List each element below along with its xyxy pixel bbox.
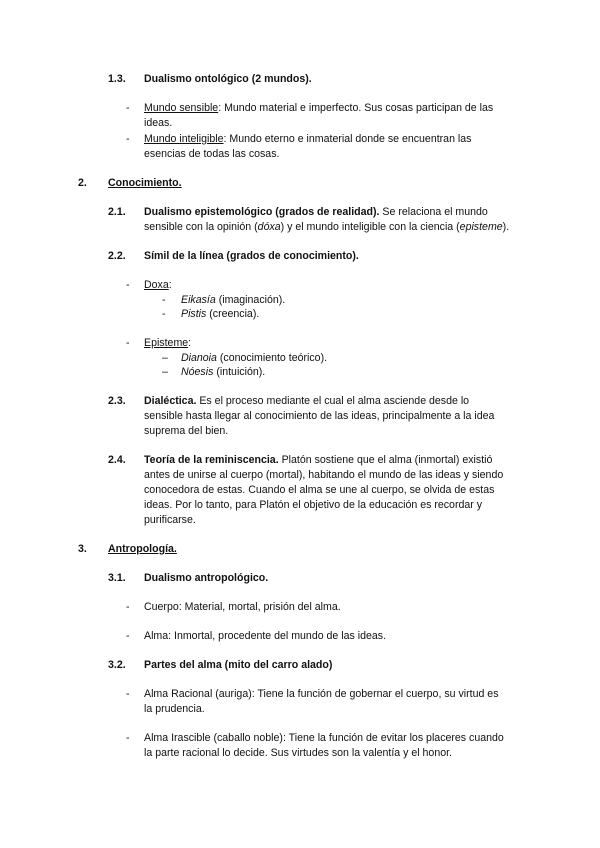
paragraph-line: Teoría de la reminiscencia. Platón sostiene que el alma (inmortal) existió (144, 454, 493, 466)
paragraph-line: conocedora de estas. Cuando el alma se une al cuerpo, se olvida de estas (144, 484, 495, 496)
section-number: 3.1. (108, 572, 126, 584)
list-item: Alma Irascible (caballo noble): Tiene la función de evitar los placeres cuando (144, 732, 504, 744)
sub-list-item: Pistis (creencia). (181, 308, 260, 320)
paragraph-line: suprema del bien. (144, 425, 229, 437)
list-item: Alma: Inmortal, procedente del mundo de las ideas. (144, 630, 387, 642)
section-title: Conocimiento. (108, 177, 182, 189)
list-item-continuation: la prudencia. (144, 703, 205, 715)
sub-list-item: Nóesis (intuición). (181, 366, 266, 378)
list-item: Mundo sensible: Mundo material e imperfecto. Sus cosas participan de las (144, 102, 494, 114)
section-title: Dualismo antropológico. (144, 572, 269, 584)
list-item: Episteme: (144, 337, 192, 349)
sub-list-item: Eikasía (imaginación). (181, 294, 286, 306)
bullet-dash: - (126, 102, 130, 114)
term: Mundo inteligible (144, 133, 224, 145)
section-title: Antropología. (108, 543, 177, 555)
section-title: Partes del alma (mito del carro alado) (144, 659, 333, 671)
list-item: Alma Racional (auriga): Tiene la función de gobernar el cuerpo, su virtud es (144, 688, 499, 700)
bullet-dash: - (126, 688, 130, 700)
term: Mundo sensible (144, 102, 219, 114)
list-item-continuation: ideas. (144, 117, 173, 129)
paragraph-line: Dialéctica. Es el proceso mediante el cual el alma asciende desde lo (144, 395, 470, 407)
section-number: 3.2. (108, 659, 126, 671)
sub-bullet-dash: - (162, 308, 166, 320)
list-item: Doxa: (144, 279, 172, 291)
list-item-continuation: la parte racional lo decide. Sus virtudes son la valentía y el honor. (144, 747, 452, 759)
list-item: Mundo inteligible: Mundo eterno e inmaterial donde se encuentran las (144, 133, 472, 145)
section-title: Símil de la línea (grados de conocimiento). (144, 250, 359, 262)
section-number: 2.2. (108, 250, 126, 262)
sub-bullet-dash: – (162, 352, 168, 364)
sub-bullet-dash: - (162, 294, 166, 306)
bullet-dash: - (126, 133, 130, 145)
section-number: 2.1. (108, 206, 126, 218)
bullet-dash: - (126, 630, 130, 642)
paragraph-line: purificarse. (144, 514, 196, 526)
sub-list-item: Dianoia (conocimiento teórico). (181, 352, 328, 364)
section-number: 1.3. (108, 73, 126, 85)
section-number: 2. (78, 177, 87, 189)
paragraph-line: sensible con la opinión (dóxa) y el mundo inteligible con la ciencia (episteme). (144, 221, 510, 233)
paragraph-line: Dualismo epistemológico (grados de realidad). Se relaciona el mundo (144, 206, 488, 218)
bullet-dash: - (126, 337, 130, 349)
list-item-continuation: esencias de todas las cosas. (144, 148, 280, 160)
paragraph-line: sensible hasta llegar al conocimiento de las ideas, principalmente a la idea (144, 410, 495, 422)
section-title: Dualismo ontológico (2 mundos). (144, 73, 312, 85)
section-number: 2.3. (108, 395, 126, 407)
bullet-dash: - (126, 279, 130, 291)
sub-bullet-dash: – (162, 366, 168, 378)
list-item: Cuerpo: Material, mortal, prisión del alma. (144, 601, 341, 613)
paragraph-line: antes de unirse al cuerpo (mortal), habitando el mundo de las ideas y siendo (144, 469, 504, 481)
section-number: 2.4. (108, 454, 126, 466)
section-number: 3. (78, 543, 87, 555)
bullet-dash: - (126, 601, 130, 613)
bullet-dash: - (126, 732, 130, 744)
paragraph-line: ideas. Por lo tanto, para Platón el objetivo de la educación es recordar y (144, 499, 483, 511)
